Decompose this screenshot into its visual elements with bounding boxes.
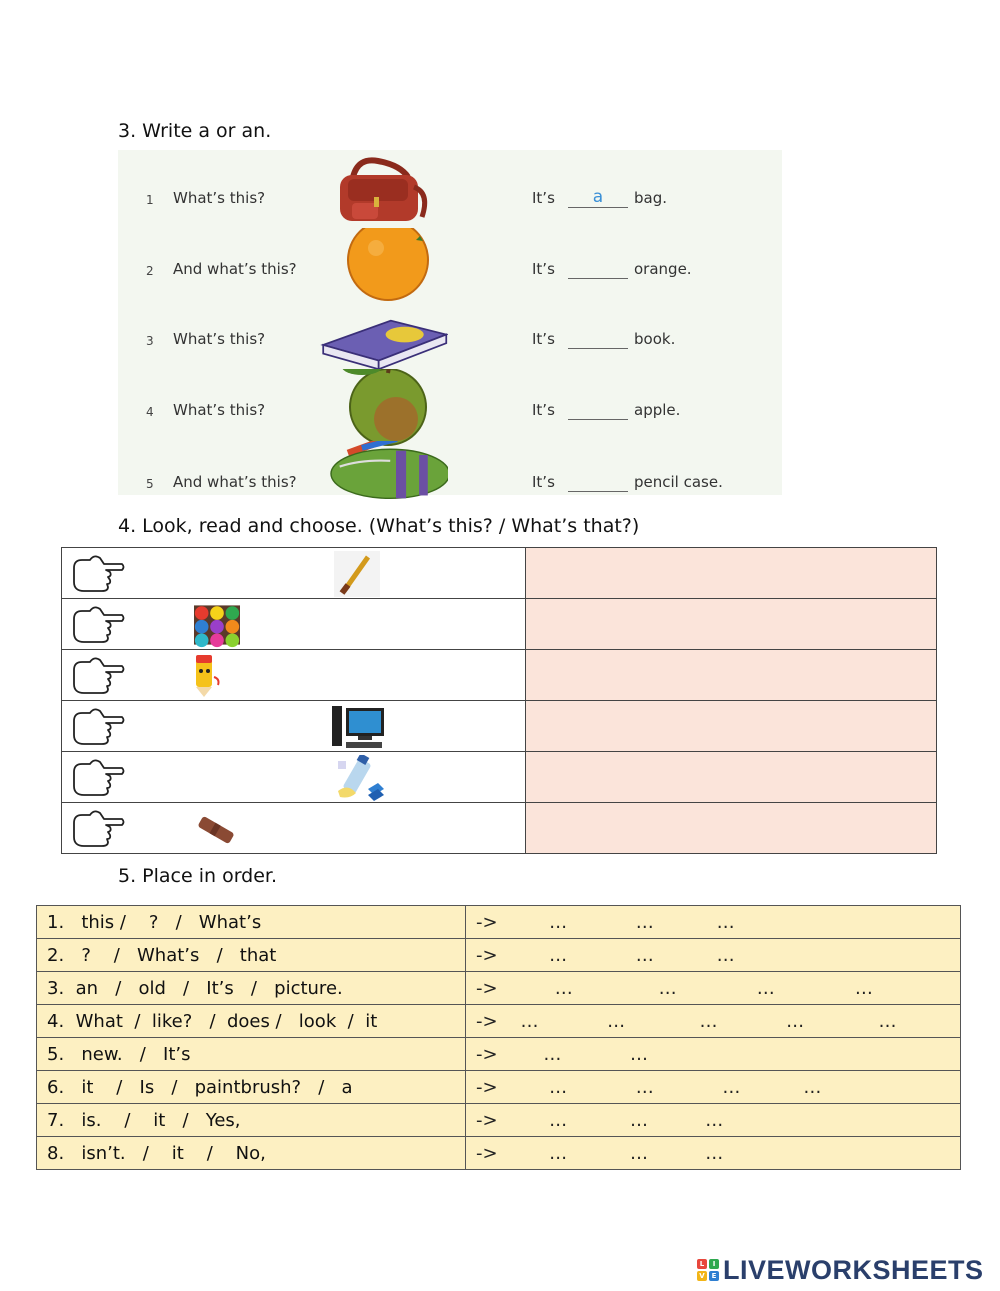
question-text: And what’s this? <box>173 473 297 491</box>
row-number: 3 <box>146 334 154 348</box>
answer-cell[interactable]: -> … … … <box>466 1137 961 1170</box>
row-number: 2 <box>146 264 154 278</box>
logo-letter: E <box>709 1271 719 1281</box>
table-row <box>62 803 937 854</box>
answer-cell[interactable] <box>526 599 937 650</box>
exercise-3-row <box>118 459 782 509</box>
answer-cell[interactable] <box>526 752 937 803</box>
noun-text: book. <box>634 330 676 348</box>
logo-text: LIVEWORKSHEETS <box>723 1254 984 1285</box>
answer-cell[interactable]: -> … … … <box>466 939 961 972</box>
exercise-3-heading: 3. Write a or an. <box>118 120 272 142</box>
picture-cell <box>62 803 526 854</box>
scrambled-words: 2. ? / What’s / that <box>37 939 466 972</box>
scrambled-words: 7. is. / it / Yes, <box>37 1104 466 1137</box>
row-number: 4 <box>146 405 154 419</box>
apple-icon <box>318 369 448 449</box>
pointing-hand-icon <box>70 707 126 747</box>
book-icon <box>318 298 448 378</box>
exercise-3-row <box>118 246 782 296</box>
picture-cell <box>62 650 526 701</box>
exercise-4-heading: 4. Look, read and choose. (What’s this? / What’s that?) <box>118 515 640 537</box>
answer-blank[interactable] <box>568 260 628 279</box>
answer-blank[interactable] <box>568 401 628 420</box>
question-text: What’s this? <box>173 330 266 348</box>
answer-cell[interactable]: -> … … <box>466 1038 961 1071</box>
question-text: What’s this? <box>173 401 266 419</box>
pencil-icon <box>182 653 228 699</box>
noun-text: orange. <box>634 260 692 278</box>
picture-cell <box>62 599 526 650</box>
answer-prefix: It’s <box>532 473 555 491</box>
scrambled-words: 6. it / Is / paintbrush? / a <box>37 1071 466 1104</box>
table-row <box>37 1005 961 1038</box>
table-row <box>62 701 937 752</box>
table-row <box>37 939 961 972</box>
answer-cell[interactable]: -> … … … … <box>466 1071 961 1104</box>
table-row <box>62 599 937 650</box>
answer-cell[interactable] <box>526 803 937 854</box>
question-text: And what’s this? <box>173 260 297 278</box>
answer-blank[interactable]: a <box>568 189 628 208</box>
logo-mark-icon <box>697 1259 719 1281</box>
logo-letter: V <box>697 1271 707 1281</box>
pointing-hand-icon <box>70 554 126 594</box>
exercise-3-row <box>118 175 782 225</box>
row-number: 1 <box>146 193 154 207</box>
row-number: 5 <box>146 477 154 491</box>
exercise-3-row <box>118 387 782 437</box>
answer-prefix: It’s <box>532 401 555 419</box>
exercise-3-row <box>118 316 782 366</box>
picture-cell <box>62 548 526 599</box>
answer-blank[interactable] <box>568 473 628 492</box>
answer-cell[interactable]: -> … … … <box>466 1104 961 1137</box>
table-row <box>62 650 937 701</box>
scrambled-words: 1. this / ? / What’s <box>37 906 466 939</box>
noun-text: pencil case. <box>634 473 723 491</box>
scrambled-words: 3. an / old / It’s / picture. <box>37 972 466 1005</box>
table-row <box>37 972 961 1005</box>
table-row <box>62 548 937 599</box>
pencil-case-icon <box>318 441 448 521</box>
answer-prefix: It’s <box>532 260 555 278</box>
table-row <box>37 1071 961 1104</box>
noun-text: apple. <box>634 401 681 419</box>
backpack-icon <box>318 157 448 237</box>
scrambled-words: 5. new. / It’s <box>37 1038 466 1071</box>
liveworksheets-logo[interactable] <box>697 1255 984 1285</box>
exercise-3-panel <box>118 150 782 495</box>
exercise-5-table <box>36 905 961 1170</box>
scrambled-words: 4. What / like? / does / look / it <box>37 1005 466 1038</box>
computer-icon <box>332 704 386 750</box>
pointing-hand-icon <box>70 605 126 645</box>
answer-prefix: It’s <box>532 330 555 348</box>
table-row <box>37 1038 961 1071</box>
orange-icon <box>318 228 448 308</box>
pointing-hand-icon <box>70 809 126 849</box>
answer-cell[interactable]: -> … … … <box>466 906 961 939</box>
exercise-5-heading: 5. Place in order. <box>118 865 278 887</box>
scrambled-words: 8. isn’t. / it / No, <box>37 1137 466 1170</box>
answer-prefix: It’s <box>532 189 555 207</box>
question-text: What’s this? <box>173 189 266 207</box>
answer-cell[interactable] <box>526 548 937 599</box>
answer-cell[interactable] <box>526 701 937 752</box>
pointing-hand-icon <box>70 656 126 696</box>
paintbrush-icon <box>334 551 380 597</box>
eraser-icon <box>192 806 238 852</box>
table-row <box>37 1137 961 1170</box>
table-row <box>37 906 961 939</box>
noun-text: bag. <box>634 189 668 207</box>
answer-cell[interactable]: -> … … … … … <box>466 1005 961 1038</box>
logo-letter: L <box>697 1259 707 1269</box>
table-row <box>62 752 937 803</box>
picture-cell <box>62 752 526 803</box>
exercise-4-table <box>61 547 937 854</box>
answer-blank[interactable] <box>568 330 628 349</box>
answer-cell[interactable] <box>526 650 937 701</box>
glue-icon <box>334 755 386 801</box>
answer-cell[interactable]: -> … … … … <box>466 972 961 1005</box>
table-row <box>37 1104 961 1137</box>
paint-pots-icon <box>194 602 240 648</box>
pointing-hand-icon <box>70 758 126 798</box>
logo-letter: I <box>709 1259 719 1269</box>
picture-cell <box>62 701 526 752</box>
